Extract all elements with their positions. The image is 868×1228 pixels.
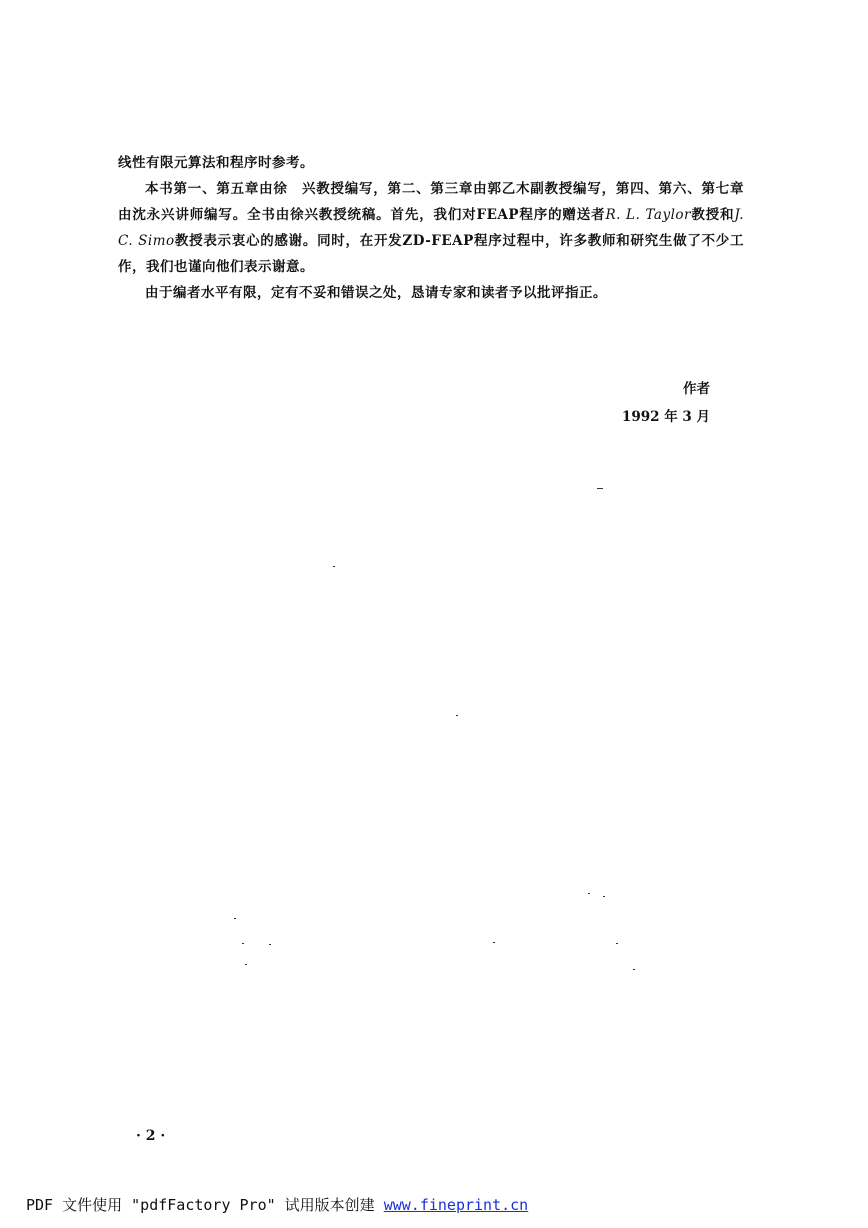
scan-speck bbox=[456, 715, 458, 716]
paragraph-2-part-a: 本书第一、第五章由徐 兴教授编写，第二、第三章由郭乙木副教授编写，第四、第六、第七章由沈永兴讲师编写。全书由徐兴教授统稿。首先，我们对FEAP程序的赠送者 bbox=[118, 181, 744, 223]
paragraph-3: 由于编者水平有限，定有不妥和错误之处，恳请专家和读者予以批评指正。 bbox=[145, 285, 607, 301]
preface-body bbox=[118, 150, 744, 306]
scan-speck bbox=[242, 943, 244, 944]
scan-speck bbox=[588, 893, 590, 894]
paragraph-2-part-c: 教授表示衷心的感谢。同时，在开发ZD-FEAP程序过程中，许多教师和研究生做了不少工作，我们也谨向他们表示谢意。 bbox=[118, 233, 744, 275]
name-simo: J. C. Simo bbox=[118, 207, 745, 249]
name-taylor: R. L. Taylor bbox=[605, 207, 691, 223]
scan-speck bbox=[245, 964, 247, 965]
scan-speck bbox=[493, 942, 495, 943]
scan-speck bbox=[603, 896, 605, 897]
footer-text: PDF 文件使用 "pdfFactory Pro" 试用版本创建 bbox=[26, 1196, 384, 1214]
scan-speck bbox=[333, 566, 335, 567]
scan-speck bbox=[234, 918, 236, 919]
paragraph-2-part-b: 教授和 bbox=[690, 207, 735, 223]
scan-speck bbox=[269, 944, 271, 945]
scan-speck bbox=[616, 943, 618, 944]
page-number: · 2 · bbox=[136, 1128, 166, 1144]
signature-block bbox=[622, 376, 710, 430]
fineprint-link[interactable]: www.fineprint.cn bbox=[383, 1196, 529, 1214]
scan-speck bbox=[633, 969, 635, 970]
signature-author: 作者 bbox=[683, 381, 710, 397]
scan-speck bbox=[597, 488, 603, 489]
pdf-watermark-footer bbox=[26, 1194, 528, 1215]
paragraph-1: 线性有限元算法和程序时参考。 bbox=[118, 155, 314, 171]
signature-date: 1992 年 3 月 bbox=[621, 409, 710, 425]
paragraph-2 bbox=[118, 176, 744, 280]
